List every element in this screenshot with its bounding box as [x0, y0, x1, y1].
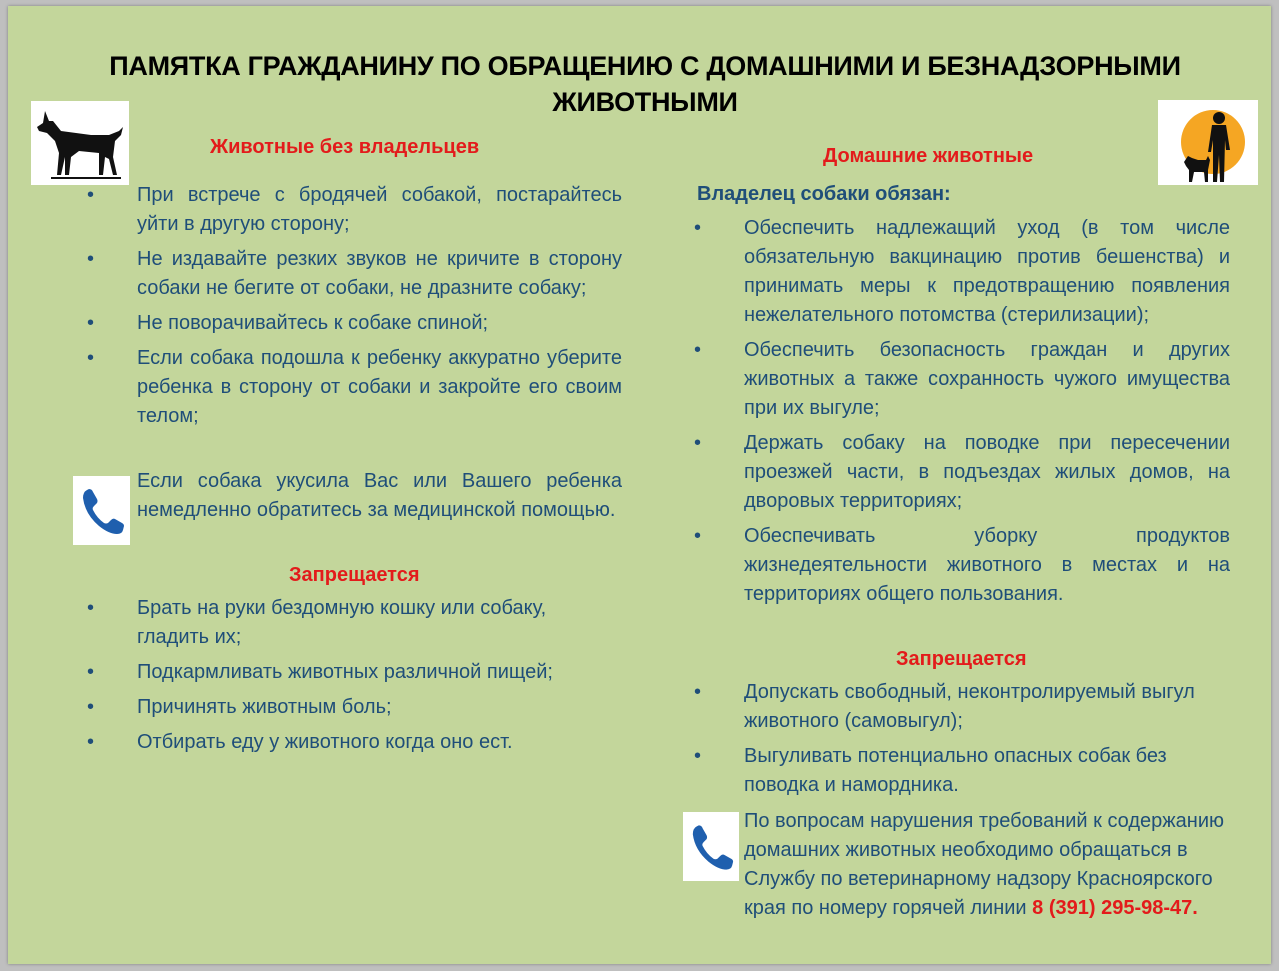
list-item [694, 678, 1230, 736]
page-title [0, 48, 1279, 120]
list-item-text: Причинять животным боль; [137, 696, 392, 718]
bullet: • [87, 597, 95, 619]
list-item [87, 309, 622, 338]
list-item-text: Обеспечивать уборку продуктов жизнедеятельности животного в местах и на территориях общего пользования. [744, 525, 1230, 605]
left-prohibited-list [87, 594, 622, 763]
bullet: • [694, 339, 702, 361]
list-item [87, 658, 622, 687]
list-item-text: Брать на руки бездомную кошку или собаку, гладить их; [137, 597, 547, 648]
list-item [87, 594, 622, 652]
phone-icon [73, 476, 130, 545]
list-item-text: Обеспечить надлежащий уход (в том числе обязательную вакцинацию против бешенства) и принимать меры к предотвращению появления нежелательного потомства (стерилизации); [744, 217, 1230, 326]
bullet: • [87, 661, 95, 683]
bullet: • [87, 312, 95, 334]
list-item [694, 214, 1230, 330]
owner-duties-heading: Владелец собаки обязан: [697, 183, 951, 205]
left-heading: Животные без владельцев [210, 136, 480, 158]
list-item-text: Не издавайте резких звуков не кричите в сторону собаки не бегите от собаки, не дразните собаку; [137, 248, 622, 299]
list-item-text: Выгуливать потенциально опасных собак без поводка и намордника. [744, 745, 1167, 796]
list-item [694, 522, 1230, 609]
list-item [694, 742, 1230, 800]
list-item-text: Обеспечить безопасность граждан и других животных а также сохранность чужого имущества при их выгуле; [744, 339, 1230, 419]
title-line-2: ЖИВОТНЫМИ [552, 87, 738, 117]
list-item-text: При встрече с бродячей собакой, постарайтесь уйти в другую сторону; [137, 184, 622, 235]
bullet: • [694, 525, 702, 547]
bullet: • [87, 248, 95, 270]
owner-with-dog-icon [1158, 100, 1258, 185]
hotline-phone-number: 8 (391) 295-98-47. [1032, 897, 1198, 919]
bullet: • [694, 432, 702, 454]
bullet: • [87, 184, 95, 206]
list-item-text: Подкармливать животных различной пищей; [137, 661, 553, 683]
bullet: • [87, 696, 95, 718]
list-item [694, 429, 1230, 516]
right-prohibited-list [694, 678, 1230, 806]
hotline-contact [744, 807, 1234, 923]
left-rules-list [87, 181, 622, 437]
list-item [87, 693, 622, 722]
phone-icon [683, 812, 739, 881]
bullet: • [87, 731, 95, 753]
bullet: • [87, 347, 95, 369]
list-item [87, 245, 622, 303]
right-duties-list [694, 214, 1230, 615]
list-item [87, 728, 622, 757]
bullet: • [694, 217, 702, 239]
right-heading: Домашние животные [823, 145, 1034, 167]
list-item [694, 336, 1230, 423]
list-item [87, 344, 622, 431]
dog-silhouette-icon [31, 101, 129, 185]
bullet: • [694, 745, 702, 767]
list-item-text: Отбирать еду у животного когда оно ест. [137, 731, 513, 753]
bullet: • [694, 681, 702, 703]
right-prohibited-heading: Запрещается [896, 648, 1027, 670]
list-item [87, 181, 622, 239]
list-item-text: Допускать свободный, неконтролируемый выгул животного (самовыгул); [744, 681, 1195, 732]
hotline-text: По вопросам нарушения требований к содержанию домашних животных необходимо обращаться в Службу по ветеринарному надзору Красноярского края по номеру горячей линии [744, 810, 1224, 919]
list-item-text: Держать собаку на поводке при пересечении проезжей части, в подъездах жилых домов, на дворовых территориях; [744, 432, 1230, 512]
left-prohibited-heading: Запрещается [289, 564, 420, 586]
list-item-text: Не поворачивайтесь к собаке спиной; [137, 312, 489, 334]
list-item-text: Если собака подошла к ребенку аккуратно уберите ребенка в сторону от собаки и закройте его своим телом; [137, 347, 622, 427]
title-line-1: ПАМЯТКА ГРАЖДАНИНУ ПО ОБРАЩЕНИЮ С ДОМАШНИМИ И БЕЗНАДЗОРНЫМИ [109, 51, 1181, 81]
bite-note: Если собака укусила Вас или Вашего ребенка немедленно обратитесь за медицинской помощью. [137, 470, 622, 521]
